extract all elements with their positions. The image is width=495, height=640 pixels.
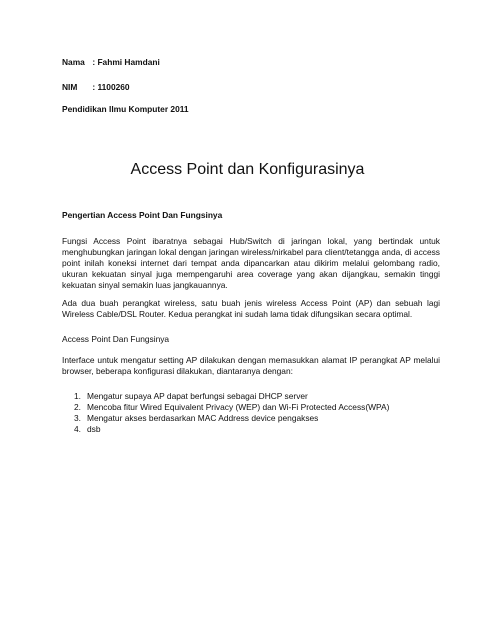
- paragraph-1: Fungsi Access Point ibaratnya sebagai Hub/Switch di jaringan lokal, yang bertindak untuk menghubungkan jaringan lokal dengan jaringan wireless/nirkabel para client/tetangga anda, di access point inilah koneksi internet dari tempat anda dipancarkan atau dikirim melalui gelombang radio, ukuran kekuatan sinyal juga mempengaruhi area coverage yang akan dijangkau, semakin tinggi kekuatan sinyal semakin luas jangkauannya.: [62, 236, 440, 290]
- list-item-number: 4.: [74, 424, 81, 434]
- paragraph-3: Interface untuk mengatur setting AP dilakukan dengan memasukkan alamat IP perangkat AP melalui browser, beberapa konfigurasi dilakukan, diantaranya dengan:: [62, 355, 440, 376]
- nim-row: [62, 82, 130, 93]
- nim-label: NIM: [62, 82, 78, 92]
- program-line: Pendidikan Ilmu Komputer 2011: [62, 104, 189, 114]
- nim-value: : 1100260: [92, 82, 130, 92]
- list-item-text: dsb: [87, 424, 101, 434]
- list-item-number: 2.: [74, 402, 81, 412]
- document-title: Access Point dan Konfigurasinya: [130, 161, 365, 178]
- section-heading: Pengertian Access Point Dan Fungsinya: [62, 210, 223, 220]
- list-item-number: 1.: [74, 391, 81, 401]
- nama-label: Nama: [62, 57, 85, 67]
- nama-value: : Fahmi Hamdani: [92, 57, 160, 67]
- paragraph-2: Ada dua buah perangkat wireless, satu buah jenis wireless Access Point (AP) dan sebuah lagi Wireless Cable/DSL Router. Kedua perangkat ini sudah lama tidak difungsikan secara optimal.: [62, 298, 440, 319]
- list-item-text: Mengatur supaya AP dapat berfungsi sebagai DHCP server: [87, 391, 308, 401]
- list-item-text: Mengatur akses berdasarkan MAC Address device pengakses: [87, 413, 319, 423]
- list-item: [74, 424, 389, 435]
- nama-row: [62, 57, 160, 68]
- list-item: [74, 413, 389, 424]
- subheading: Access Point Dan Fungsinya: [62, 334, 170, 344]
- list-item: [74, 391, 389, 402]
- configuration-list: [74, 391, 389, 435]
- list-item-number: 3.: [74, 413, 81, 423]
- list-item: [74, 402, 389, 413]
- list-item-text: Mencoba fitur Wired Equivalent Privacy (WEP) dan Wi-Fi Protected Access(WPA): [87, 402, 390, 412]
